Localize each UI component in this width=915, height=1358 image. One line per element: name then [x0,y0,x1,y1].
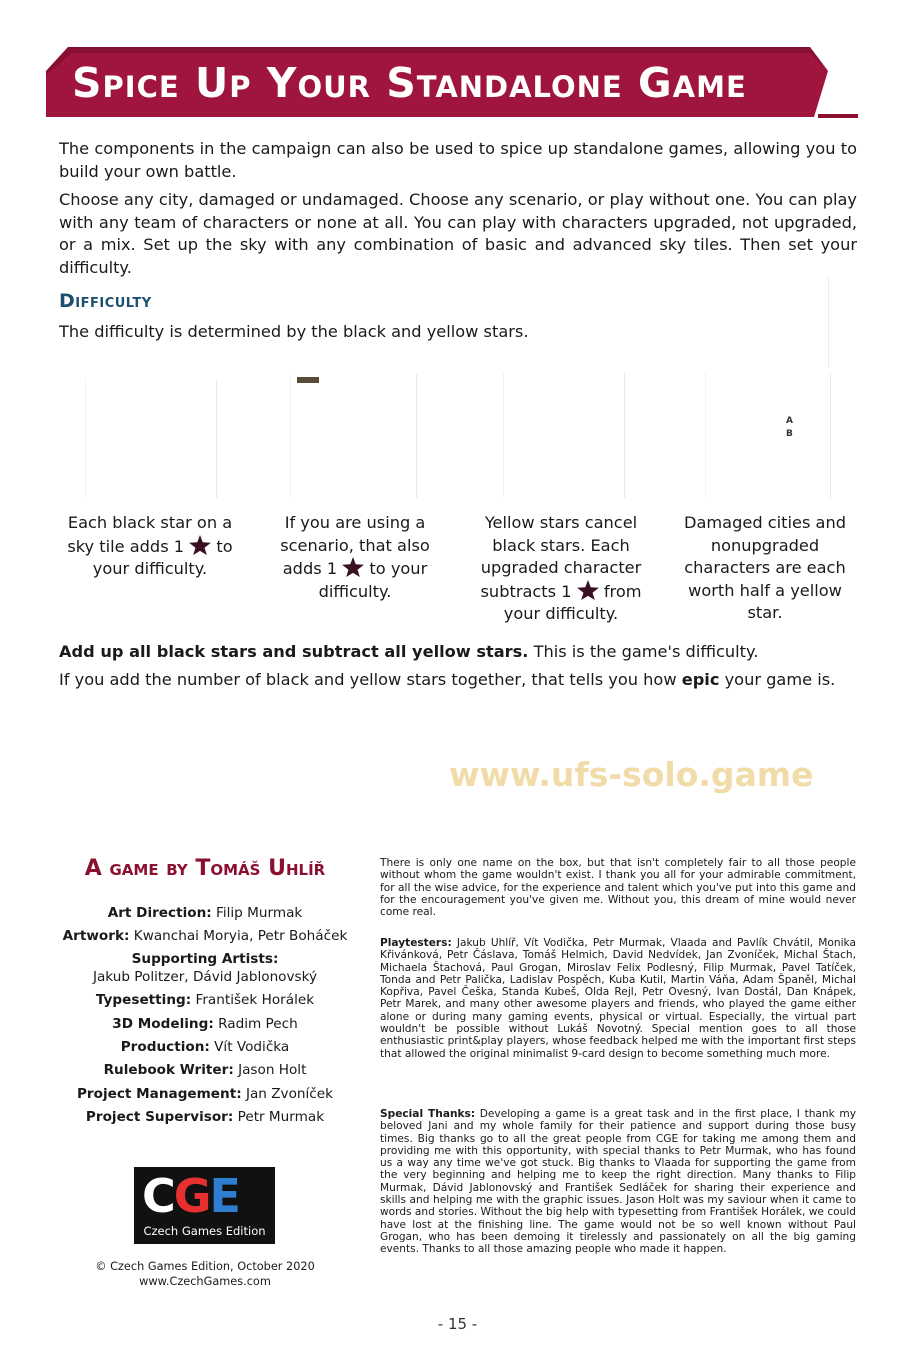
credit-value: Vít Vodička [209,1039,290,1055]
damaged-city-image [705,373,831,498]
cge-logo-subtitle: Czech Games Edition [143,1224,266,1238]
cge-logo [134,1167,275,1244]
credit-art-direction [55,904,355,922]
star-icon [342,557,364,577]
website-link[interactable]: www.CzechGames.com [139,1275,271,1288]
credit-supporting-artists [55,950,355,986]
credit-label: Production: [120,1039,210,1055]
page-number: - 15 - [437,1315,478,1333]
intro-paragraph-1: The components in the campaign can also be used to spice up standalone games, allowing you to build your own battle. [59,139,857,181]
credit-label: 3D Modeling: [112,1016,214,1032]
title-banner [46,47,828,117]
credit-value: Filip Murmak [211,905,303,921]
logo-letter-e: E [209,1169,239,1223]
sky-tile-image [85,380,217,498]
star-icon [189,535,211,555]
upgraded-character-image [503,373,625,498]
credit-value: Jan Zvoníček [241,1086,334,1102]
logo-letter-c: C [142,1169,174,1223]
logo-letter-g: G [173,1169,210,1223]
intro-paragraph-2: Choose any city, damaged or undamaged. Choose any scenario, or play without one. You can play with any team of characters or none at all. You can play with characters upgraded, not upgraded, or a mix. Set up the sky with any combination of basic and advanced sky tiles. Then set your difficulty. [59,190,857,277]
special-thanks-paragraph [380,1108,856,1256]
credit-value: Jason Holt [233,1062,307,1078]
credit-value: František Horálek [191,992,315,1008]
watermark-url: www.ufs-solo.game [449,755,814,794]
summary-rest: This is the game's difficulty. [528,642,759,661]
credit-production [55,1038,355,1056]
credit-value: Radim Pech [213,1016,298,1032]
credit-artwork [55,927,355,945]
divider [828,278,829,368]
epic-bold: epic [681,670,720,689]
playtesters-paragraph [380,937,856,1060]
column-yellow-stars-text [466,512,656,626]
column-text-part: to your difficulty. [92,536,233,578]
credit-project-supervisor [55,1108,355,1126]
column-sky-tile-text [64,512,236,581]
playtesters-label: Playtesters: [380,937,452,949]
credit-value: Petr Murmak [233,1109,325,1125]
difficulty-heading: Difficulty [59,290,152,312]
scenario-image [290,374,417,498]
credit-label: Supporting Artists: [131,951,279,967]
credit-rulebook-writer [55,1061,355,1079]
credit-label: Art Direction: [107,905,212,921]
epic-before: If you add the number of black and yellow stars together, that tells you how [59,670,682,689]
credit-label: Project Management: [76,1086,242,1102]
page-title: Spice Up Your Standalone Game [72,59,747,107]
credit-value: Kwanchai Moryia, Petr Boháček [129,928,348,944]
banner-accent-line [818,114,858,118]
credit-label: Rulebook Writer: [103,1062,234,1078]
cge-logo-letters [142,1169,239,1223]
credit-label: Project Supervisor: [85,1109,234,1125]
star-icon [577,580,599,600]
credits-title: A game by Tomáš Uhlíř [84,856,326,881]
summary-line [59,641,857,664]
playtesters-text: Jakub Uhlíř, Vít Vodička, Petr Murmak, Vlaada and Pavlík Chvátil, Monika Křivánková, Petr Čáslava, Tomáš Helmich, David Nedvídek, Jan Zvoníček, Michal Štach, Michaela Štachová, Paul Grogan, Miroslav Felix Podlesný, Filip Murmak, Pavel Tatíček, Tonda and Petr Palička, Ladislav Pospěch, Kuba Kutil, Martin Váňa, Adam Španěl, Michal Kopřiva, Pavel Češka, Standa Kubeš, Olda Rejl, Petr Ovesný, Ivan Dostál, Dan Knápek, Petr Marek, and many other awesome players and friends, who played the game either alone or during many gaming events, physical or virtual. Especially, the virtual part wouldn't be possible without Lukáš Novotný. Special mention goes to all those enthusiastic print&play players, whose feedback helped me with the important first steps that allowed the original minimalist 9-card design to become something much more. [380,937,856,1060]
credit-value: Jakub Politzer, Dávid Jablonovský [92,969,318,985]
column-text-part: If you are using a scenario, that also adds 1 [280,513,430,578]
credit-typesetting [55,991,355,1009]
column-scenario-text [272,512,438,603]
mark-a: A [786,416,793,426]
column-text-part: from your difficulty. [503,581,642,623]
difficulty-lead: The difficulty is determined by the black and yellow stars. [59,322,529,341]
special-thanks-text: Developing a game is a great task and in the first place, I thank my beloved Jani and my whole family for their patience and support during those busy times. Big thanks go to all the great people from CGE for taking me among them and providing me with this opportunity, with special thanks to Petr Murmak, who has found us a way any time we've got stuck. Big thanks to Vlaada for supporting the game from the very beginning and helping me to keep the right direction. Many thanks to Filip Murmak, Dávid Jablonovský and František Sedláček for sharing their experience and skills and helping me with the graphic issues. Jason Holt was my saviour when it came to words and stories. Without the big help with typesetting from František Horálek, we could have lost at the finishing line. The game would not be so well known without Paul Grogan, who has been demoing it tirelessly and passionately on all the big gaming events. Thanks to all those amazing people who made it happen. [380,1108,857,1256]
mark-b: B [786,429,793,439]
epic-after: your game is. [719,670,836,689]
column-text-part: Yellow stars cancel black stars. Each upgraded character subtracts 1 [480,513,642,601]
credit-label: Artwork: [62,928,130,944]
credit-label: Typesetting: [95,992,192,1008]
epic-line [59,669,857,692]
thanks-intro: There is only one name on the box, but that isn't completely fair to all those people without whom the game wouldn't exist. I thank you all for your admirable commitment, for all the wise advice, for the experience and talent which you've put into this game and for the encouragement you've given me. Without you, this dream of mine would never come real. [380,857,856,919]
special-thanks-label: Special Thanks: [380,1108,476,1120]
column-text-part: to your difficulty. [318,559,428,601]
credit-project-management [55,1085,355,1103]
copyright: © Czech Games Edition, October 2020 [95,1260,315,1273]
scenario-card-chip [297,377,319,383]
column-text-part: Each black star on a sky tile adds 1 [67,513,233,556]
credit-3d-modeling [55,1015,355,1033]
summary-bold: Add up all black stars and subtract all yellow stars. [59,642,529,661]
column-damaged-cities-text: Damaged cities and nonupgraded characters are each worth half a yellow star. [684,513,846,622]
ab-marks [786,415,793,441]
